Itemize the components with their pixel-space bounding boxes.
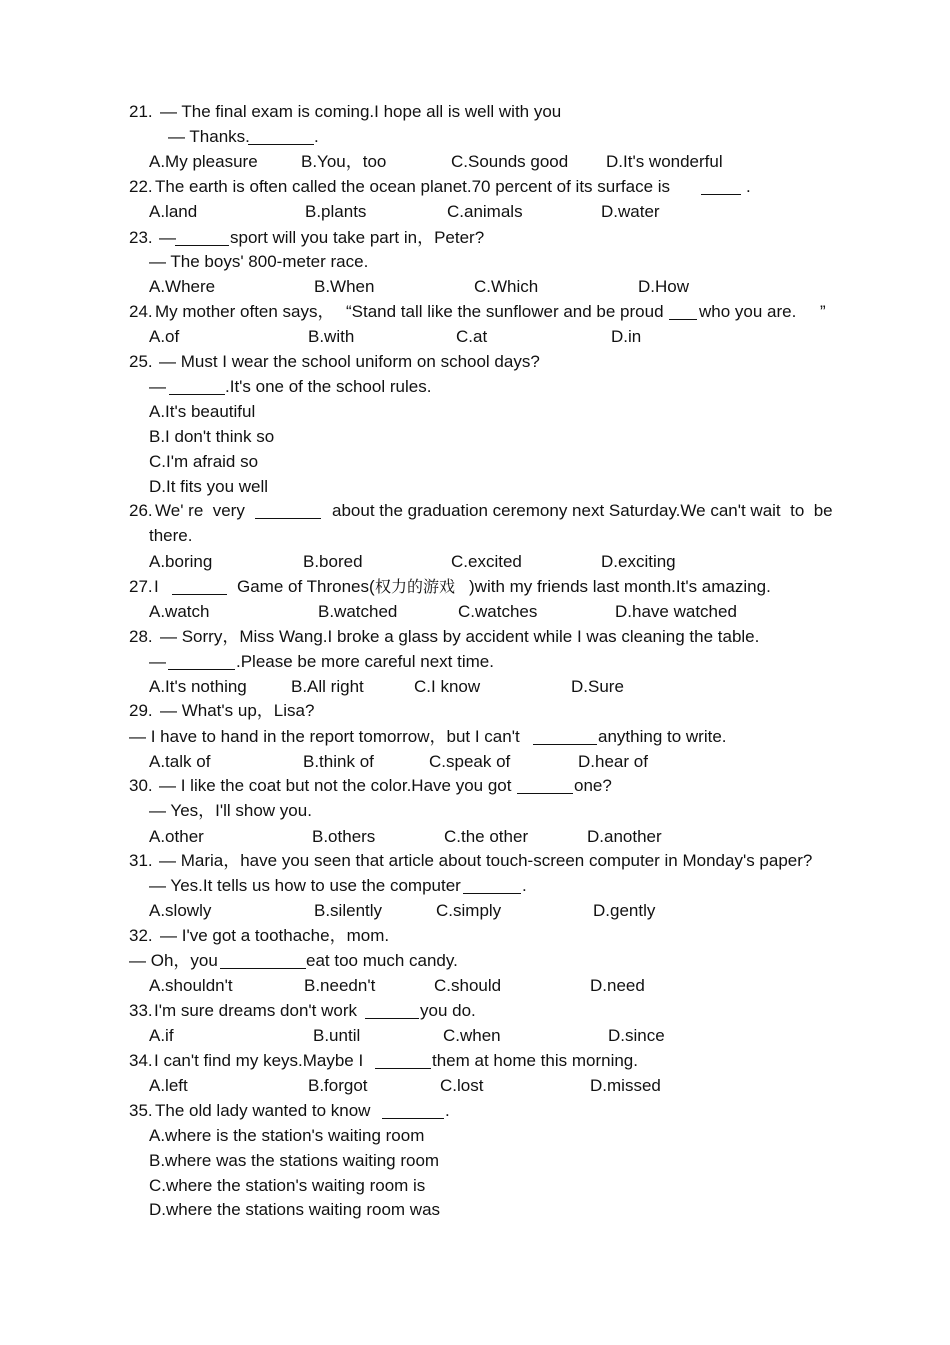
option-a: A.land	[149, 202, 198, 221]
option-c-text: C.where the station's waiting room is	[149, 1176, 426, 1195]
option-b: B.think of	[303, 752, 374, 771]
option-d-text: D.It fits you well	[149, 477, 269, 496]
option-d: D.Sure	[571, 677, 624, 696]
option-d: D.water	[601, 202, 660, 221]
reply-text: — The boys' 800-meter race.	[149, 252, 369, 271]
option-a: A.It's nothing	[149, 677, 247, 696]
option-c: C.speak of	[429, 752, 511, 771]
question-number: 23.	[129, 228, 153, 247]
question-stem: I can't find my keys.Maybe I	[154, 1051, 364, 1070]
question-stem: Game of Thrones(	[237, 577, 375, 596]
question-number: 34.	[129, 1051, 153, 1070]
option-d: D.in	[611, 327, 642, 346]
option-d: D.since	[608, 1026, 665, 1045]
question-number: 32.	[129, 926, 153, 945]
question-number: 26.	[129, 501, 153, 520]
reply-text: — Oh，you	[129, 951, 218, 970]
option-b: B.forgot	[308, 1076, 368, 1095]
question-stem: — I've got a toothache，mom.	[160, 926, 390, 945]
question-stem-end: you do.	[420, 1001, 476, 1020]
option-c: C.I know	[414, 677, 481, 696]
option-d: D.hear of	[578, 752, 648, 771]
option-b-text: B.where was the stations waiting room	[149, 1151, 440, 1170]
option-a: A.left	[149, 1076, 188, 1095]
question-stem-cont: about the graduation ceremony next Saturday.We can't wait to be	[332, 501, 833, 520]
option-a: A.watch	[149, 602, 210, 621]
option-b: B.others	[312, 827, 376, 846]
answer-blank	[168, 669, 235, 670]
option-a: A.boring	[149, 552, 213, 571]
dash: —	[159, 228, 176, 247]
answer-blank	[255, 518, 321, 519]
question-stem: The old lady wanted to know	[155, 1101, 371, 1120]
option-b-text: B.I don't think so	[149, 427, 275, 446]
option-a: A.shouldn't	[149, 976, 233, 995]
answer-blank	[463, 893, 521, 894]
option-d: D.gently	[593, 901, 656, 920]
option-c: C.watches	[458, 602, 538, 621]
stem-end: .	[746, 177, 751, 196]
reply-text-end: eat too much candy.	[306, 951, 458, 970]
option-a: A.other	[149, 827, 204, 846]
reply-text: .It's one of the school rules.	[225, 377, 432, 396]
closing-quote: ”	[820, 302, 826, 321]
option-d: D.have watched	[615, 602, 737, 621]
question-stem: — Maria，have you seen that article about touch-screen computer in Monday's paper?	[159, 851, 813, 870]
option-c-text: C.I'm afraid so	[149, 452, 259, 471]
reply-end: .	[522, 876, 527, 895]
question-number: 30.	[129, 776, 153, 795]
option-b: B.silently	[314, 901, 383, 920]
question-stem: — The final exam is coming.I hope all is well with you	[160, 102, 562, 121]
option-b: B.plants	[305, 202, 367, 221]
option-c: C.Sounds good	[451, 152, 569, 171]
option-b: B.with	[308, 327, 355, 346]
quote-text: “Stand tall like the sunflower and be proud	[346, 302, 664, 321]
option-c: C.animals	[447, 202, 523, 221]
question-stem: — Sorry，Miss Wang.I broke a glass by accident while I was cleaning the table.	[160, 627, 760, 646]
question-number: 35.	[129, 1101, 153, 1120]
reply-text: .Please be more careful next time.	[236, 652, 494, 671]
option-b: B.until	[313, 1026, 361, 1045]
reply-text: — Yes，I'll show you.	[149, 801, 312, 820]
option-a-text: A.where is the station's waiting room	[149, 1126, 425, 1145]
question-stem: We' re very	[155, 501, 245, 520]
question-stem-end: them at home this morning.	[432, 1051, 638, 1070]
reply-text: — Yes.It tells us how to use the computer	[149, 876, 461, 895]
option-d: D.need	[590, 976, 645, 995]
chinese-title: 权力的游戏	[375, 577, 456, 596]
option-c: C.the other	[444, 827, 529, 846]
option-a: A.if	[149, 1026, 174, 1045]
question-number: 31.	[129, 851, 153, 870]
option-d: D.It's wonderful	[606, 152, 723, 171]
subject: I	[154, 577, 159, 596]
reply-end: .	[314, 127, 319, 146]
option-a: A.My pleasure	[149, 152, 258, 171]
question-stem: I'm sure dreams don't work	[154, 1001, 358, 1020]
option-d: D.another	[587, 827, 662, 846]
option-d: D.exciting	[601, 552, 676, 571]
quote-text-end: who you are.	[699, 302, 797, 321]
question-stem: — What's up，Lisa?	[160, 701, 315, 720]
question-stem-cont: )with my friends last month.It's amazing.	[469, 577, 771, 596]
answer-blank	[375, 1068, 431, 1069]
question-stem-end: one?	[574, 776, 612, 795]
question-number: 21.	[129, 102, 153, 121]
option-c: C.when	[443, 1026, 501, 1045]
question-stem-end: .	[445, 1101, 450, 1120]
reply-text-end: anything to write.	[598, 727, 727, 746]
reply-text: — Thanks.	[168, 127, 250, 146]
dash: —	[149, 377, 166, 396]
answer-blank	[248, 144, 314, 145]
dash: —	[149, 652, 166, 671]
answer-blank	[365, 1018, 419, 1019]
answer-blank	[175, 245, 229, 246]
answer-blank	[701, 194, 741, 195]
answer-blank	[517, 793, 573, 794]
option-a: A.talk of	[149, 752, 211, 771]
option-c: C.excited	[451, 552, 522, 571]
option-a: A.slowly	[149, 901, 212, 920]
answer-blank	[533, 744, 597, 745]
option-b: B.bored	[303, 552, 363, 571]
option-b: B.watched	[318, 602, 398, 621]
answer-blank	[382, 1118, 444, 1119]
option-b: B.needn't	[304, 976, 376, 995]
option-c: C.simply	[436, 901, 502, 920]
option-d: D.How	[638, 277, 690, 296]
option-c: C.Which	[474, 277, 539, 296]
question-number: 28.	[129, 627, 153, 646]
question-number: 22.	[129, 177, 153, 196]
question-number: 33.	[129, 1001, 153, 1020]
question-stem: — Must I wear the school uniform on school days?	[159, 352, 540, 371]
question-stem-wrap: there.	[149, 526, 193, 545]
option-c: C.at	[456, 327, 488, 346]
option-a: A.of	[149, 327, 180, 346]
question-number: 24.	[129, 302, 153, 321]
question-number: 25.	[129, 352, 153, 371]
reply-text: — I have to hand in the report tomorrow，but I can't	[129, 727, 520, 746]
question-number: 29.	[129, 701, 153, 720]
option-b: B.You，too	[301, 152, 387, 171]
question-number: 27.	[129, 577, 153, 596]
option-d: D.missed	[590, 1076, 661, 1095]
question-stem: — I like the coat but not the color.Have you got	[159, 776, 512, 795]
option-c: C.lost	[440, 1076, 484, 1095]
answer-blank	[220, 968, 306, 969]
option-c: C.should	[434, 976, 502, 995]
option-d-text: D.where the stations waiting room was	[149, 1200, 441, 1219]
question-stem: The earth is often called the ocean planet.70 percent of its surface is	[155, 177, 671, 196]
question-stem: My mother often says，	[155, 302, 335, 321]
option-a: A.Where	[149, 277, 216, 296]
question-stem: sport will you take part in，Peter?	[230, 228, 485, 247]
option-a-text: A.It's beautiful	[149, 402, 256, 421]
answer-blank	[169, 394, 225, 395]
answer-blank	[172, 594, 227, 595]
option-b: B.When	[314, 277, 375, 296]
option-b: B.All right	[291, 677, 364, 696]
answer-blank	[669, 319, 697, 320]
